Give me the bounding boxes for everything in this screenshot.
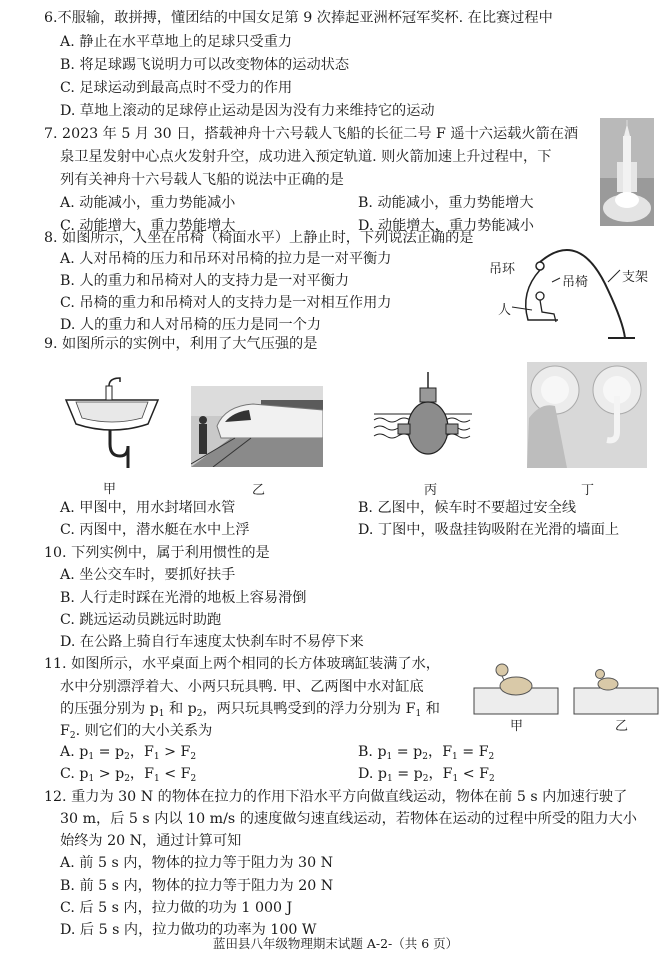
q7-option-a: A. 动能减小，重力势能减小 (60, 195, 236, 211)
q11-option-c: C. $p_1 > p_2$，$F_1 < F_2$ (60, 766, 197, 784)
q7-stem-2: 泉卫星发射中心点火发射升空，成功进入预定轨道. 则火箭加速上升过程中，下 (60, 149, 552, 165)
q12-stem-3: 始终为 20 N，通过计算可知 (60, 833, 242, 849)
q6-option-d: D. 草地上滚动的足球停止运动是因为没有力来维持它的运动 (60, 103, 435, 119)
label-ding: 丁 (581, 483, 595, 498)
q12-option-b: B. 前 5 s 内，物体的拉力等于阻力为 20 N (60, 878, 334, 894)
page-footer: 蓝田县八年级物理期末试题 A-2-（共 6 页） (212, 936, 459, 951)
q11-stem-2: 水中分别漂浮着大、小两只玩具鸭. 甲、乙两图中水对缸底 (60, 679, 424, 695)
q10-option-c: C. 跳远运动员跳远时助跑 (60, 612, 222, 628)
q9-option-b: B. 乙图中，候车时不要超过安全线 (358, 500, 577, 516)
q6-option-b: B. 将足球踢飞说明力可以改变物体的运动状态 (60, 57, 350, 73)
rocket-photo (600, 118, 654, 226)
label-stand: 支架 (622, 270, 649, 285)
q12-option-d: D. 后 5 s 内，拉力做功的功率为 100 W (60, 922, 317, 938)
q8-option-d: D. 人的重力和人对吊椅的压力是同一个力 (60, 317, 322, 333)
q12-option-a: A. 前 5 s 内，物体的拉力等于阻力为 30 N (60, 855, 334, 871)
q6-stem: 6.不服输，敢拼搏，懂团结的中国女足第 9 次捧起亚洲杯冠军奖杯. 在比赛过程中 (44, 10, 553, 26)
q8-option-c: C. 吊椅的重力和吊椅对人的支持力是一对相互作用力 (60, 295, 392, 311)
label-jia: 甲 (103, 482, 117, 497)
label-person: 人 (498, 303, 512, 318)
q12-stem-2: 30 m，后 5 s 内以 10 m/s 的速度做匀速直线运动，若物体在运动的过程中所受的阻力大小 (60, 811, 637, 827)
q6-option-c: C. 足球运动到最高点时不受力的作用 (60, 80, 293, 96)
q9-option-d: D. 丁图中，吸盘挂钩吸附在光滑的墙面上 (358, 522, 620, 538)
label-chair: 吊椅 (562, 275, 589, 290)
label-ring: 吊环 (489, 262, 516, 277)
q11-stem-1: 11. 如图所示，水平桌面上两个相同的长方体玻璃缸装满了水， (44, 656, 440, 672)
label-tank-yi: 乙 (615, 719, 629, 734)
q12-option-c: C. 后 5 s 内，拉力做的功为 1 000 J (60, 900, 293, 916)
q7-option-c: C. 动能增大，重力势能增大 (60, 218, 236, 234)
train-photo (191, 386, 323, 467)
suction-hook-photo (527, 362, 647, 468)
label-bing: 丙 (424, 483, 438, 498)
q10-option-a: A. 坐公交车时，要抓好扶手 (60, 567, 236, 583)
swing-chair-figure (480, 240, 640, 345)
q9-option-a: A. 甲图中，用水封堵回水管 (60, 500, 236, 516)
q10-option-d: D. 在公路上骑自行车速度太快刹车时不易停下来 (60, 634, 364, 650)
label-yi: 乙 (252, 483, 266, 498)
q11-option-b: B. $p_1 = p_2$，$F_1 = F_2$ (358, 744, 495, 762)
q8-option-b: B. 人的重力和吊椅对人的支持力是一对平衡力 (60, 273, 350, 289)
q10-option-b: B. 人行走时踩在光滑的地板上容易滑倒 (60, 590, 307, 606)
q11-stem-4: $F_2$. 则它们的大小关系为 (60, 723, 213, 741)
q9-option-c: C. 丙图中，潜水艇在水中上浮 (60, 522, 250, 538)
q10-stem: 10. 下列实例中，属于利用惯性的是 (44, 545, 270, 561)
sink-figure (62, 370, 162, 470)
q7-stem-1: 7. 2023 年 5 月 30 日，搭载神舟十六号载人飞船的长征二号 F 遥十六运载火箭在酒 (44, 126, 579, 142)
q7-option-b: B. 动能减小，重力势能增大 (358, 195, 534, 211)
label-tank-jia: 甲 (510, 719, 524, 734)
q7-option-d: D. 动能增大，重力势能减小 (358, 218, 534, 234)
ducks-tanks-figure (470, 648, 660, 716)
q9-stem: 9. 如图所示的实例中，利用了大气压强的是 (44, 336, 318, 352)
q11-option-a: A. $p_1 = p_2$，$F_1 > F_2$ (60, 744, 197, 762)
q11-option-d: D. $p_1 = p_2$，$F_1 < F_2$ (358, 766, 495, 784)
q12-stem-1: 12. 重力为 30 N 的物体在拉力的作用下沿水平方向做直线运动，物体在前 5 s 内加速行驶了 (44, 789, 628, 805)
q11-stem-3: 的压强分别为 $p_1$ 和 $p_2$，两只玩具鸭受到的浮力分别为 $F_1$ 和 (60, 701, 440, 719)
q6-option-a: A. 静止在水平草地上的足球只受重力 (60, 34, 293, 50)
q8-stem: 8. 如图所示，人坐在吊椅（椅面水平）上静止时，下列说法正确的是 (44, 230, 474, 246)
q8-option-a: A. 人对吊椅的压力和吊环对吊椅的拉力是一对平衡力 (60, 251, 392, 267)
q7-stem-3: 列有关神舟十六号载人飞船的说法中正确的是 (60, 172, 344, 188)
submarine-figure (370, 370, 476, 470)
